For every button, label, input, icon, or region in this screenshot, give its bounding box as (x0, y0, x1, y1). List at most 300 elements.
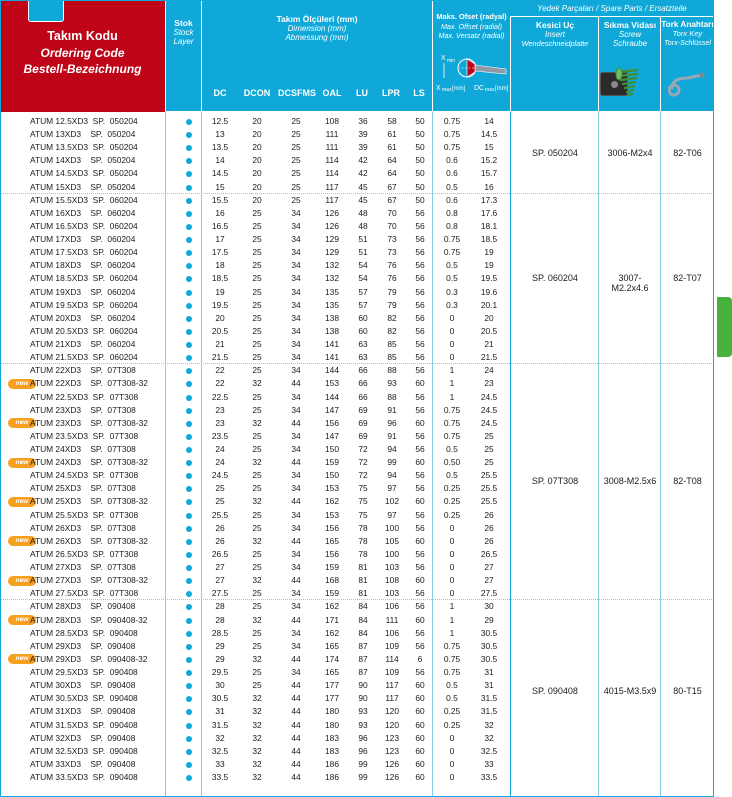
cell-dcsfms: 34 (291, 444, 301, 454)
cell-dc-max: 19 (484, 260, 494, 271)
cell-dc-max: 31 (484, 667, 494, 678)
cell-lpr: 67 (387, 181, 397, 192)
cell-dc: 25 (215, 496, 225, 507)
stock-layer-dot-icon (186, 565, 192, 571)
cell-dc: 23.5 (211, 430, 229, 441)
table-row[interactable] (0, 154, 510, 167)
cell-dcon: 25 (252, 391, 262, 402)
col-header-lpr: LPR (382, 88, 400, 98)
cell-lu: 63 (358, 339, 368, 350)
cell-ordering-code: ATUM 22.5XD3 SP. 07T308 (30, 391, 139, 402)
stock-layer-dot-icon (186, 250, 192, 256)
cell-ls: 56 (415, 299, 425, 310)
cell-oal: 180 (325, 706, 339, 717)
cell-ordering-code: ATUM 28.5XD3 SP. 090408 (30, 627, 138, 638)
cell-dcsfms: 34 (291, 667, 301, 678)
table-row[interactable] (0, 417, 510, 430)
cell-dc: 18 (215, 260, 225, 271)
svg-text:[mm]: [mm] (452, 86, 466, 92)
cell-x-min: 0.25 (443, 483, 461, 494)
stock-layer-dot-icon (186, 473, 192, 479)
table-row[interactable] (0, 719, 510, 732)
cell-dcon: 25 (252, 286, 262, 297)
cell-lpr: 94 (387, 444, 397, 454)
table-row[interactable] (0, 574, 510, 587)
section-tab-green[interactable] (717, 297, 732, 357)
cell-ls: 50 (415, 181, 425, 192)
cell-ls: 56 (415, 509, 425, 520)
stock-layer-dot-icon (186, 486, 192, 492)
svg-text:max: max (485, 87, 495, 92)
cell-lu: 81 (358, 575, 368, 586)
cell-dc-max: 30 (484, 601, 494, 612)
ordering-code-title-de: Bestell-Bezeichnung (23, 62, 142, 77)
cell-oal: 135 (325, 286, 339, 297)
cell-lpr: 105 (385, 535, 399, 546)
cell-lu: 54 (358, 260, 368, 271)
table-row[interactable] (0, 732, 510, 745)
cell-lu: 54 (358, 273, 368, 284)
cell-dc-max: 15.7 (480, 168, 498, 179)
table-row[interactable] (0, 561, 510, 574)
table-row[interactable] (0, 535, 510, 548)
cell-dcon: 32 (252, 706, 262, 717)
table-row[interactable] (0, 679, 510, 692)
cell-lpr: 100 (385, 548, 399, 559)
table-row[interactable] (0, 522, 510, 535)
cell-dcon: 20 (252, 142, 262, 153)
cell-dc: 33.5 (211, 772, 229, 782)
cell-ordering-code: ATUM 20XD3 SP. 060204 (30, 312, 136, 323)
table-row[interactable] (0, 338, 510, 351)
cell-dc: 25 (215, 483, 225, 494)
cell-oal: 180 (325, 719, 339, 730)
cell-dcon: 32 (252, 378, 262, 389)
table-row[interactable] (0, 653, 510, 666)
cell-ls: 56 (415, 667, 425, 678)
cell-ordering-code: ATUM 23.5XD3 SP. 07T308 (30, 430, 139, 441)
cell-oal: 117 (325, 181, 339, 192)
cell-lu: 81 (358, 588, 368, 599)
cell-lpr: 97 (387, 509, 397, 520)
table-row[interactable] (0, 614, 510, 627)
cell-lu: 60 (358, 312, 368, 323)
cell-ls: 60 (415, 614, 425, 625)
cell-dcsfms: 44 (291, 378, 301, 389)
table-row[interactable] (0, 377, 510, 390)
cell-x-min: 0.75 (443, 667, 461, 678)
table-row[interactable] (0, 705, 510, 718)
cell-dc: 30 (215, 680, 225, 691)
table-row[interactable] (0, 364, 510, 377)
cell-dcsfms: 34 (291, 588, 301, 599)
cell-x-min: 0.75 (443, 653, 461, 664)
cell-lu: 69 (358, 430, 368, 441)
cell-dc: 14 (215, 155, 225, 166)
cell-dc: 12.5 (211, 116, 229, 126)
cell-lpr: 109 (385, 667, 399, 678)
cell-x-min: 0.8 (446, 207, 458, 218)
cell-dcon: 25 (252, 601, 262, 612)
cell-dc-max: 20.1 (480, 299, 498, 310)
table-row[interactable] (0, 181, 510, 194)
cell-screw-code: 3006-M2x4 (607, 148, 653, 159)
table-row[interactable] (0, 600, 510, 613)
cell-x-min: 0.3 (446, 286, 458, 297)
table-row[interactable] (0, 548, 510, 561)
cell-lpr: 108 (385, 575, 399, 586)
table-row[interactable] (0, 286, 510, 299)
cell-dcon: 32 (252, 693, 262, 704)
table-row[interactable] (0, 443, 510, 456)
cell-x-min: 0 (449, 732, 455, 743)
cell-dc-max: 18.5 (480, 234, 498, 245)
cell-x-min: 0.3 (446, 299, 458, 310)
cell-dc-max: 30.5 (480, 653, 498, 664)
cell-dcsfms: 44 (291, 653, 301, 664)
table-row[interactable] (0, 272, 510, 285)
cell-torx-key-code: 82-T08 (673, 476, 702, 487)
cell-dcon: 25 (252, 509, 262, 520)
cell-dc: 30.5 (211, 693, 229, 704)
cell-dcon: 20 (252, 116, 262, 126)
cell-ordering-code: ATUM 23XD3 SP. 07T308 (30, 404, 136, 415)
table-row[interactable] (0, 404, 510, 417)
table-row[interactable] (0, 758, 510, 771)
cell-ordering-code: ATUM 19XD3 SP. 060204 (30, 286, 136, 297)
stock-layer-dot-icon (186, 290, 192, 296)
stock-layer-dot-icon (186, 408, 192, 414)
cell-dc-max: 33.5 (480, 772, 498, 782)
cell-dc-max: 24 (484, 365, 494, 376)
cell-ordering-code: ATUM 30XD3 SP. 090408 (30, 680, 136, 691)
table-row[interactable] (0, 692, 510, 705)
table-row[interactable] (0, 627, 510, 640)
cell-oal: 156 (325, 417, 339, 428)
stock-layer-dot-icon (186, 644, 192, 650)
svg-text:DC: DC (474, 85, 485, 92)
cell-dcsfms: 44 (291, 772, 301, 782)
cell-dcon: 32 (252, 758, 262, 769)
cell-x-min: 0 (449, 325, 455, 336)
cell-lu: 90 (358, 680, 368, 691)
table-row[interactable] (0, 233, 510, 246)
cell-dcsfms: 44 (291, 680, 301, 691)
group-divider (0, 193, 714, 194)
stock-layer-dot-icon (186, 329, 192, 335)
cell-ls: 56 (415, 483, 425, 494)
cell-lpr: 73 (387, 234, 397, 245)
table-row[interactable] (0, 666, 510, 679)
cell-x-min: 0.8 (446, 220, 458, 231)
new-badge: new (8, 418, 36, 428)
cell-oal: 117 (325, 194, 339, 205)
cell-ordering-code: ATUM 27.5XD3 SP. 07T308 (30, 588, 139, 599)
cell-x-min: 1 (449, 378, 455, 389)
cell-oal: 126 (325, 207, 339, 218)
table-row[interactable] (0, 299, 510, 312)
cell-dc-max: 20 (484, 312, 494, 323)
cell-ordering-code: ATUM 14XD3 SP. 050204 (30, 155, 136, 166)
cell-oal: 156 (325, 548, 339, 559)
cell-ordering-code: ATUM 29XD3 SP. 090408 (30, 640, 136, 651)
cell-x-min: 0.6 (446, 194, 458, 205)
table-row[interactable] (0, 771, 510, 784)
cell-lpr: 106 (385, 601, 399, 612)
table-row[interactable] (0, 128, 510, 141)
stock-layer-dot-icon (186, 211, 192, 217)
stock-layer-dot-icon (186, 237, 192, 243)
cell-oal: 153 (325, 378, 339, 389)
offset-diagram (434, 48, 510, 92)
table-row[interactable] (0, 141, 510, 154)
cell-lu: 72 (358, 457, 368, 468)
stock-layer-dot-icon (186, 145, 192, 151)
cell-ordering-code: ATUM 26XD3 SP. 07T308 (30, 522, 136, 533)
svg-text:X: X (441, 55, 446, 62)
stock-layer-dot-icon (186, 316, 192, 322)
cell-dc: 26.5 (211, 548, 229, 559)
cell-dcsfms: 34 (291, 522, 301, 533)
stock-layer-dot-icon (186, 171, 192, 177)
cell-dcsfms: 34 (291, 562, 301, 573)
cell-lu: 78 (358, 548, 368, 559)
cell-lpr: 79 (387, 286, 397, 297)
cell-oal: 138 (325, 312, 339, 323)
stock-layer-dot-icon (186, 552, 192, 558)
cell-dc: 25.5 (211, 509, 229, 520)
divider (165, 0, 166, 112)
cell-oal: 150 (325, 470, 339, 481)
cell-dc: 17 (215, 234, 225, 245)
stock-layer-dot-icon (186, 263, 192, 269)
cell-ls: 56 (415, 352, 425, 363)
cell-ls: 56 (415, 391, 425, 402)
cell-lu: 75 (358, 496, 368, 507)
cell-dc-max: 26.5 (480, 548, 498, 559)
cell-lpr: 64 (387, 155, 397, 166)
cell-dc-max: 26 (484, 509, 494, 520)
cell-ls: 56 (415, 273, 425, 284)
cell-x-min: 0.75 (443, 116, 461, 126)
cell-oal: 111 (325, 142, 339, 153)
cell-dc-max: 21 (484, 339, 494, 350)
cell-lu: 84 (358, 627, 368, 638)
cell-dcsfms: 34 (291, 207, 301, 218)
max-offset-header: Maks. Ofset (radyal) Max. Offset (radial) Max. Versatz (radial) (436, 12, 507, 40)
stock-layer-dot-icon (186, 578, 192, 584)
cell-lu: 96 (358, 732, 368, 743)
table-row[interactable] (0, 509, 510, 522)
cell-ls: 56 (415, 470, 425, 481)
cell-x-min: 0.5 (446, 444, 458, 454)
cell-x-min: 1 (449, 365, 455, 376)
cell-oal: 165 (325, 535, 339, 546)
cell-lpr: 117 (385, 693, 399, 704)
table-row[interactable] (0, 745, 510, 758)
cell-oal: 144 (325, 391, 339, 402)
table-row[interactable] (0, 259, 510, 272)
cell-ordering-code: ATUM 25XD3 SP. 07T308-32 (30, 496, 148, 507)
cell-dcon: 25 (252, 325, 262, 336)
cell-ordering-code: ATUM 28XD3 SP. 090408-32 (30, 614, 148, 625)
table-row[interactable] (0, 391, 510, 404)
table-row[interactable] (0, 495, 510, 508)
cell-x-min: 0.5 (446, 680, 458, 691)
cell-lpr: 120 (385, 706, 399, 717)
table-row[interactable] (0, 469, 510, 482)
table-row[interactable] (0, 325, 510, 338)
cell-dc-max: 32.5 (480, 745, 498, 756)
cell-ls: 56 (415, 640, 425, 651)
cell-dc-max: 24.5 (480, 417, 498, 428)
cell-ls: 56 (415, 339, 425, 350)
cell-lpr: 117 (385, 680, 399, 691)
cell-lpr: 70 (387, 207, 397, 218)
cell-ls: 56 (415, 247, 425, 258)
cell-x-min: 0.5 (446, 693, 458, 704)
cell-x-min: 1 (449, 391, 455, 402)
cell-lpr: 70 (387, 220, 397, 231)
cell-dc: 20 (215, 312, 225, 323)
cell-dc: 26 (215, 535, 225, 546)
cell-lpr: 82 (387, 312, 397, 323)
table-row[interactable] (0, 587, 510, 600)
cell-dc: 14.5 (211, 168, 229, 179)
cell-dc-max: 27 (484, 562, 494, 573)
cell-insert-code: SP. 07T308 (531, 476, 579, 487)
cell-oal: 165 (325, 640, 339, 651)
cell-dc: 22 (215, 378, 225, 389)
cell-dcsfms: 44 (291, 614, 301, 625)
cell-dcsfms: 44 (291, 758, 301, 769)
cell-dcon: 32 (252, 614, 262, 625)
cell-oal: 162 (325, 627, 339, 638)
group-divider (0, 599, 714, 600)
cell-lpr: 126 (385, 772, 399, 782)
table-row[interactable] (0, 482, 510, 495)
cell-ordering-code: ATUM 29.5XD3 SP. 090408 (30, 667, 138, 678)
table-row[interactable] (0, 220, 510, 233)
cell-lu: 57 (358, 299, 368, 310)
cell-ordering-code: ATUM 27XD3 SP. 07T308 (30, 562, 136, 573)
cell-x-min: 0.75 (443, 417, 461, 428)
cell-ls: 60 (415, 693, 425, 704)
cell-dc-max: 15.2 (480, 155, 498, 166)
cell-lu: 90 (358, 693, 368, 704)
cell-ls: 56 (415, 430, 425, 441)
cell-ls: 60 (415, 745, 425, 756)
cell-dcon: 25 (252, 352, 262, 363)
cell-dc: 16.5 (211, 220, 229, 231)
table-row[interactable] (0, 312, 510, 325)
cell-ordering-code: ATUM 13XD3 SP. 050204 (30, 129, 136, 140)
table-row[interactable] (0, 167, 510, 180)
cell-ordering-code: ATUM 27XD3 SP. 07T308-32 (30, 575, 148, 586)
stock-layer-dot-icon (186, 224, 192, 230)
cell-x-min: 0.25 (443, 719, 461, 730)
cell-ls: 60 (415, 535, 425, 546)
page-tab-marker (28, 0, 64, 22)
stock-layer-dot-icon (186, 342, 192, 348)
cell-dcsfms: 34 (291, 627, 301, 638)
cell-dc-max: 15 (484, 142, 494, 153)
cell-ordering-code: ATUM 15.5XD3 SP. 060204 (30, 194, 138, 205)
stock-layer-dot-icon (186, 723, 192, 729)
cell-lpr: 88 (387, 365, 397, 376)
col-header-lu: LU (356, 88, 368, 98)
cell-dcon: 20 (252, 168, 262, 179)
cell-dc-max: 25.5 (480, 483, 498, 494)
cell-lu: 42 (358, 155, 368, 166)
cell-ordering-code: ATUM 33XD3 SP. 090408 (30, 758, 136, 769)
cell-dcon: 20 (252, 181, 262, 192)
cell-dcsfms: 34 (291, 548, 301, 559)
cell-dcsfms: 34 (291, 352, 301, 363)
cell-dcon: 25 (252, 470, 262, 481)
cell-dcsfms: 44 (291, 732, 301, 743)
cell-dc-max: 14.5 (480, 129, 498, 140)
cell-dcsfms: 34 (291, 247, 301, 258)
cell-x-min: 0.6 (446, 155, 458, 166)
cell-dc-max: 21.5 (480, 352, 498, 363)
cell-lpr: 93 (387, 378, 397, 389)
cell-lpr: 85 (387, 352, 397, 363)
cell-lu: 75 (358, 509, 368, 520)
cell-oal: 153 (325, 483, 339, 494)
cell-lu: 78 (358, 522, 368, 533)
cell-dcon: 25 (252, 444, 262, 454)
table-row[interactable] (0, 640, 510, 653)
cell-x-min: 0.75 (443, 247, 461, 258)
cell-dc: 18.5 (211, 273, 229, 284)
cell-lu: 60 (358, 325, 368, 336)
table-row[interactable] (0, 430, 510, 443)
cell-x-min: 0.5 (446, 181, 458, 192)
cell-dcon: 25 (252, 627, 262, 638)
cell-oal: 129 (325, 234, 339, 245)
cell-ls: 50 (415, 155, 425, 166)
table-row[interactable] (0, 194, 510, 207)
cell-lpr: 111 (385, 614, 399, 625)
cell-ls: 60 (415, 719, 425, 730)
cell-ordering-code: ATUM 33.5XD3 SP. 090408 (30, 772, 138, 782)
cell-lpr: 82 (387, 325, 397, 336)
stock-layer-dot-icon (186, 276, 192, 282)
table-row[interactable] (0, 246, 510, 259)
cell-dc-max: 26 (484, 522, 494, 533)
cell-dc-max: 16 (484, 181, 494, 192)
cell-x-min: 0 (449, 758, 455, 769)
cell-dc-max: 30.5 (480, 627, 498, 638)
cell-dc-max: 17.6 (480, 207, 498, 218)
cell-oal: 126 (325, 220, 339, 231)
torx-key-col-header: Tork Anahtarı Torx Key Torx-Schlüssel (661, 20, 714, 47)
cell-ordering-code: ATUM 17.5XD3 SP. 060204 (30, 247, 138, 258)
table-row[interactable] (0, 115, 510, 128)
cell-lu: 66 (358, 391, 368, 402)
cell-screw-code: 4015-M3.5x9 (603, 686, 657, 697)
cell-lu: 66 (358, 365, 368, 376)
cell-dcon: 25 (252, 247, 262, 258)
cell-lpr: 109 (385, 640, 399, 651)
cell-dc: 32.5 (211, 745, 229, 756)
table-row[interactable] (0, 456, 510, 469)
cell-oal: 114 (325, 155, 339, 166)
cell-ls: 56 (415, 325, 425, 336)
new-badge: new (8, 654, 36, 664)
table-row[interactable] (0, 207, 510, 220)
